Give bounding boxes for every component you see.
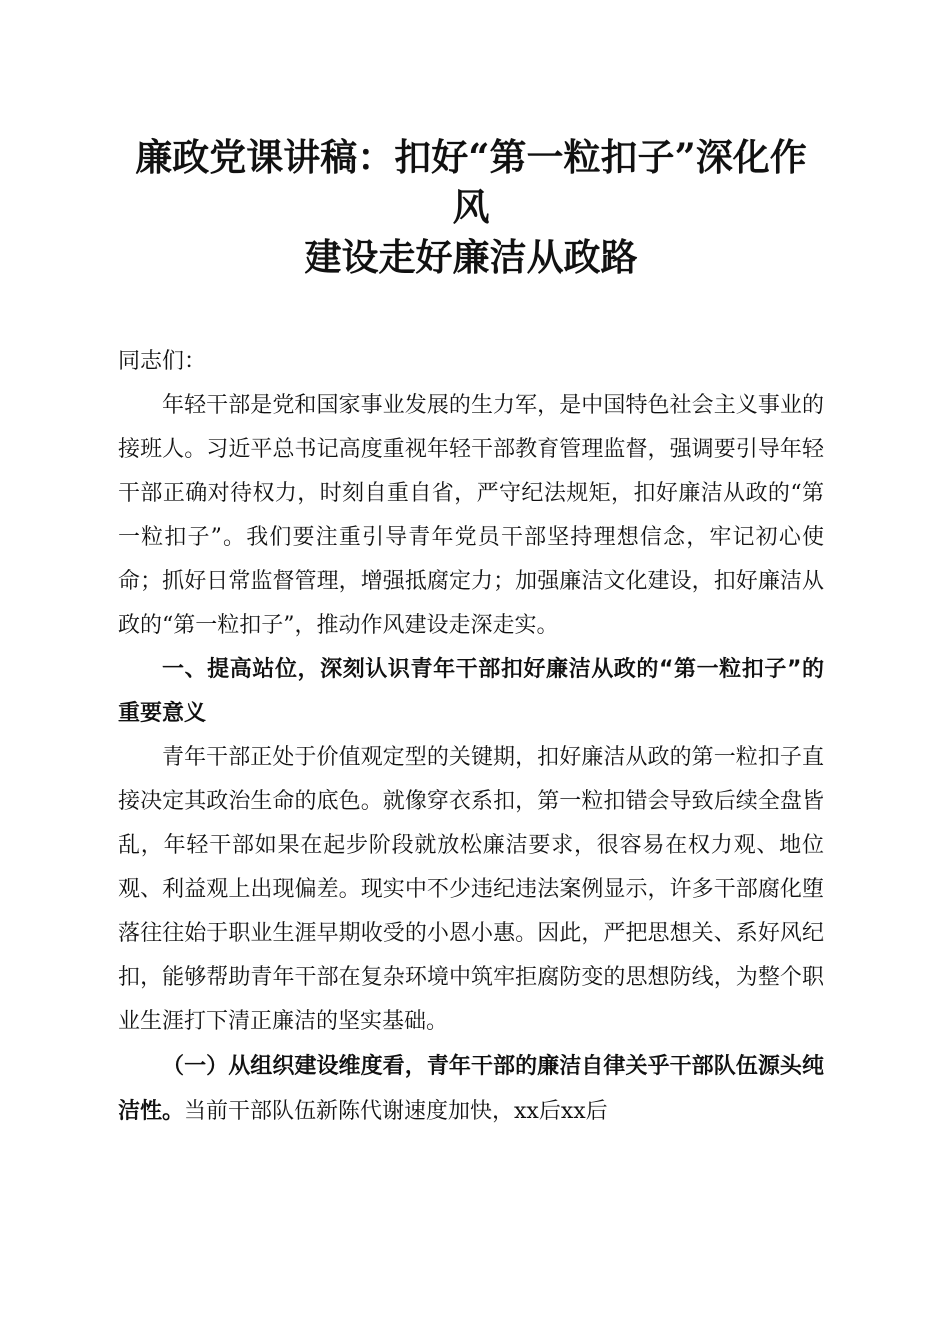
subsection-1-lead: （一）从组织建设维度看，青年干部的廉洁自律关乎干部队伍源头纯洁性。 [118, 1053, 824, 1124]
document-title [118, 132, 824, 282]
title-line-2: 建设走好廉洁从政路 [304, 235, 638, 279]
section-1-heading: 一、提高站位，深刻认识青年干部扣好廉洁从政的“第一粒扣子”的重要意义 [118, 657, 824, 726]
document-page [118, 132, 824, 1134]
subsection-1-text: 当前干部队伍新陈代谢速度加快，xx后xx后 [184, 1099, 608, 1124]
intro-paragraph: 年轻干部是党和国家事业发展的生力军，是中国特色社会主义事业的接班人。习近平总书记高度重视年轻干部教育管理监督，强调要引导年轻干部正确对待权力，时刻自重自省，严守纪法规矩，扣好廉洁从政的“第一粒扣子”。我们要注重引导青年党员干部坚持理想信念，牢记初心使命；抓好日常监督管理，增强抵腐定力；加强廉洁文化建设，扣好廉洁从政的“第一粒扣子”，推动作风建设走深走实。 [118, 393, 824, 638]
section-1-paragraph: 青年干部正处于价值观定型的关键期，扣好廉洁从政的第一粒扣子直接决定其政治生命的底色。就像穿衣系扣，第一粒扣错会导致后续全盘皆乱，年轻干部如果在起步阶段就放松廉洁要求，很容易在权力观、地位观、利益观上出现偏差。现实中不少违纪违法案例显示，许多干部腐化堕落往往始于职业生涯早期收受的小恩小惠。因此，严把思想关、系好风纪扣，能够帮助青年干部在复杂环境中筑牢拒腐防变的思想防线，为整个职业生涯打下清正廉洁的坚实基础。 [118, 745, 824, 1034]
greeting: 同志们： [118, 349, 207, 374]
title-line-1: 廉政党课讲稿：扣好“第一粒扣子”深化作风 [135, 135, 807, 229]
subsection-1-paragraph [118, 1044, 824, 1134]
